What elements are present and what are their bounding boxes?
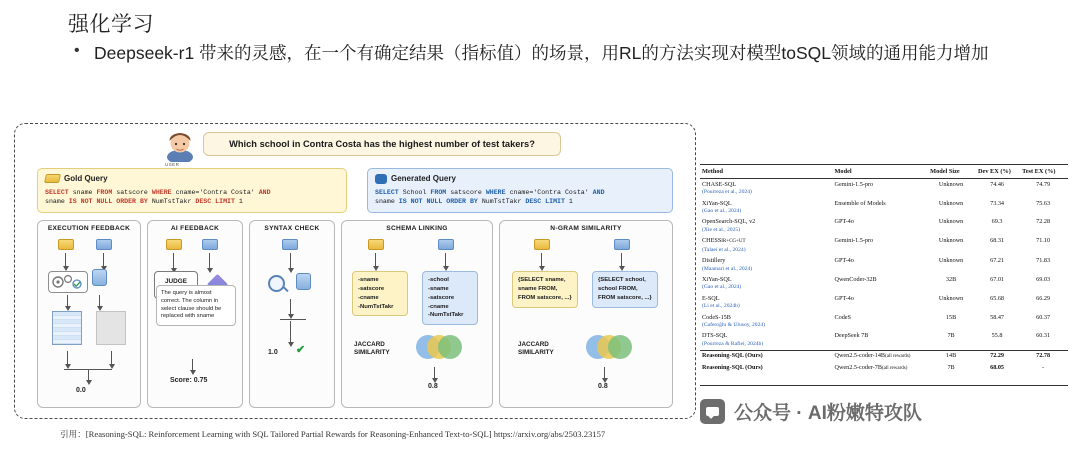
cell-size: Unknown [938,294,964,302]
cell-model: Qwen2.5-coder-14B(all rewards) [832,350,928,362]
cell-size: Unknown [938,199,964,207]
cell-size: 32B [945,275,957,283]
schema-metric-label: JACCARD SIMILARITY [354,341,390,356]
cell-model: GPT-4o [834,218,854,226]
cell-method: Reasoning-SQL (Ours) [702,363,763,371]
chat-icon [375,174,387,184]
cell-test: 72.78 [1020,350,1068,362]
arrow-down [621,253,622,267]
generated-query-header [375,173,665,185]
generated-ngram-box: {SELECT school, school FROM, FROM satscore, ...} [592,271,658,308]
generated-doc-icon [202,239,218,250]
cell-method: Reasoning-SQL (Ours) [700,350,832,362]
gold-doc-icon [534,239,550,250]
question-bubble: Which school in Contra Costa has the highest number of test takers? [203,132,561,156]
cell-size: Unknown [938,218,964,226]
bullet-item: • Deepseek-r1 带来的灵感，在一个有确定结果（指标值）的场景，用RL的方法实现对模型toSQL领域的通用能力增加 [72,40,1042,67]
arrow-down [375,253,376,267]
arrow-down [65,253,66,267]
cell-dev: 55.8 [991,332,1003,340]
check-icon: ✔ [296,344,306,356]
bullet-list [72,40,1042,67]
arrow-down [290,299,291,315]
table-row [700,331,1068,350]
scroll-icon [44,174,61,183]
cell-test: 69.03 [1036,275,1051,283]
table-row [700,362,1068,373]
cell-size: 15B [945,313,957,321]
gold-schema-list: -sname -satscore -cname -NumTstTakr [352,271,408,316]
gold-doc-icon [368,239,384,250]
arrow-down [67,351,68,365]
ngram-score: 0.8 [598,383,608,390]
generated-doc-icon [438,239,454,250]
cell-test: 71.83 [1036,256,1051,264]
table-row [700,350,1068,362]
judge-label-line1: JUDGE [164,277,188,285]
cell-size: Unknown [938,180,964,188]
results-table-element [700,165,1068,374]
cell-test: 66.29 [1036,294,1051,302]
table-row [700,274,1068,293]
panel-title: AI FEEDBACK [170,225,220,232]
cell-test: 75.63 [1036,199,1051,207]
gold-query-box [37,168,347,213]
cell-method: CHASE-SQL (Pourreza et al., 2024) [702,180,752,196]
panel-ai-feedback [147,220,243,408]
syntax-score: 1.0 [268,349,278,356]
user-icon [163,126,197,162]
cell-size: 7B [947,332,955,340]
watermark-text: 公众号 · AI粉嫩特攻队 [734,403,922,424]
gold-doc-icon [166,239,182,250]
gold-query-sql: SELECT sname FROM satscore WHERE cname='Contra Costa' AND sname IS NOT NULL ORDER BY NumTstTakr DESC LIMIT 1 [45,188,271,206]
cell-dev: 73.34 [990,199,1005,207]
panel-title: SCHEMA LINKING [386,225,448,232]
cell-model: Qwen2.5-coder-7B(all rewards) [834,363,908,371]
avatar-label: USER [165,162,180,167]
schema-linking-score: 0.8 [428,383,438,390]
execution-engine-icon [48,271,88,293]
cell-method: CHESSIR+CG+UT (Talaei et al., 2024) [702,237,746,253]
cell-dev: 67.21 [990,256,1005,264]
execution-score: 0.0 [76,387,86,394]
panel-title: SYNTAX CHECK [264,225,320,232]
arrow-down [103,253,104,267]
cell-method: XiYan-SQL (Gao et al., 2024) [702,199,742,215]
gold-query-header [45,173,339,185]
venn-circle-generated [438,335,462,359]
table-header-row [700,165,1068,179]
cell-method: XiYan-SQL (Gao et al., 2024) [702,275,742,291]
cell-model: DeepSeek 7B [834,332,869,340]
user-avatar [163,126,197,166]
cell-dev: 58.47 [990,313,1005,321]
cell-dev: 69.3 [991,218,1003,226]
gold-ngram-box: {SELECT sname, sname FROM, FROM satscore, ...} [512,271,578,308]
panel-syntax-check [249,220,335,408]
connector-line [280,319,306,320]
cell-model: GPT-4o [834,256,854,264]
col-model: Model [832,165,928,179]
database-icon [92,269,107,286]
venn-diagram [416,335,462,359]
table-row [700,217,1068,236]
panel-ngram-similarity [499,220,673,408]
arrow-down [290,253,291,269]
cell-test: - [1042,363,1045,371]
gold-doc-icon [58,239,74,250]
arrow-down [209,253,210,269]
cell-dev: 67.01 [990,275,1005,283]
generated-doc-icon [282,239,298,250]
table-row [700,255,1068,274]
col-method: Method [700,165,832,179]
cell-dev: 74.46 [990,180,1005,188]
gold-query-title: Gold Query [64,174,108,183]
gears-icon [49,272,87,292]
pipeline-figure [14,123,696,419]
cell-dev: 65.68 [990,294,1005,302]
magnifier-icon[interactable] [268,275,285,292]
arrow-down [192,359,193,371]
generated-schema-list: -school -sname -satscore -cname -NumTstTakr [422,271,478,325]
generated-query-title: Generated Query [391,174,456,183]
table-row [700,312,1068,331]
cell-model: QwenCoder-32B [834,275,877,283]
empty-result-icon [96,311,126,345]
panel-execution-feedback [37,220,141,408]
watermark [700,398,922,425]
database-icon [296,273,311,290]
cell-method: CodeS-15B (Caferoğlu & Ulusoy, 2024) [702,313,766,329]
cell-model: Gemini-1.5-pro [834,180,874,188]
cell-size: Unknown [938,237,964,245]
cell-model: GPT-4o [834,294,854,302]
result-table-icon [52,311,82,345]
ai-feedback-text: The query is almost correct. The column in select clause should be replaced with sname [156,285,236,326]
cell-test: 71.10 [1036,237,1051,245]
cell-model: Gemini-1.5-pro [834,237,874,245]
panel-title: EXECUTION FEEDBACK [47,225,131,232]
arrow-down [111,351,112,365]
cell-model: Ensemble of Models [834,199,886,207]
cell-test: 72.28 [1036,218,1051,226]
arrow-down [290,321,291,343]
cell-test: 60.37 [1036,313,1051,321]
cell-model: CodeS [834,313,851,321]
panel-schema-linking [341,220,493,408]
cell-dev: 68.05 [990,363,1005,371]
ai-feedback-score: Score: 0.75 [170,377,208,384]
arrow-down [88,369,89,381]
page-title: 强化学习 [68,13,154,36]
wechat-icon [700,399,725,424]
cell-method: Distillery (Maamari et al., 2024) [702,256,753,272]
results-table [700,164,1068,386]
arrow-down [445,253,446,267]
footer-citation: 引用：[Reasoning-SQL: Reinforcement Learning with SQL Tailored Partial Rewards for Reasoning-Enhanced Text-to-SQL] https://arxiv.org/abs/2503.23157 [60,429,606,439]
venn-diagram [586,335,632,359]
arrow-down [604,367,605,379]
table-row [700,198,1068,217]
ngram-metric-label: JACCARD SIMILARITY [518,341,554,356]
cell-test: 74.79 [1036,180,1051,188]
cell-test: 60.31 [1036,332,1051,340]
col-model-size: Model Size [928,165,976,179]
cell-dev: 72.29 [976,350,1020,362]
cell-size: 7B [947,363,955,371]
generated-query-sql: SELECT School FROM satscore WHERE cname='Contra Costa' AND sname IS NOT NULL ORDER BY NumTstTakr DESC LIMIT 1 [375,188,605,206]
generated-doc-icon [614,239,630,250]
generated-query-box [367,168,673,213]
generated-doc-icon [96,239,112,250]
cell-method: E-SQL (Li et al., 2024b) [702,294,740,310]
cell-size: 14B [928,350,976,362]
col-dev-ex: Dev EX (%) [976,165,1020,179]
table-row [700,179,1068,198]
arrow-down [173,253,174,269]
arrow-down [99,295,100,307]
arrow-down [67,295,68,307]
arrow-down [541,253,542,267]
col-test-ex: Test EX (%) [1020,165,1068,179]
cell-dev: 68.31 [990,237,1005,245]
venn-circle-generated [608,335,632,359]
table-row [700,293,1068,312]
panel-title: N-GRAM SIMILARITY [550,225,622,232]
cell-method: DTS-SQL (Pourreza & Rafiei, 2024b) [702,332,764,348]
cell-size: Unknown [938,256,964,264]
table-row [700,236,1068,255]
arrow-down [434,367,435,379]
cell-method: OpenSearch-SQL, v2 (Xie et al., 2025) [702,218,756,234]
